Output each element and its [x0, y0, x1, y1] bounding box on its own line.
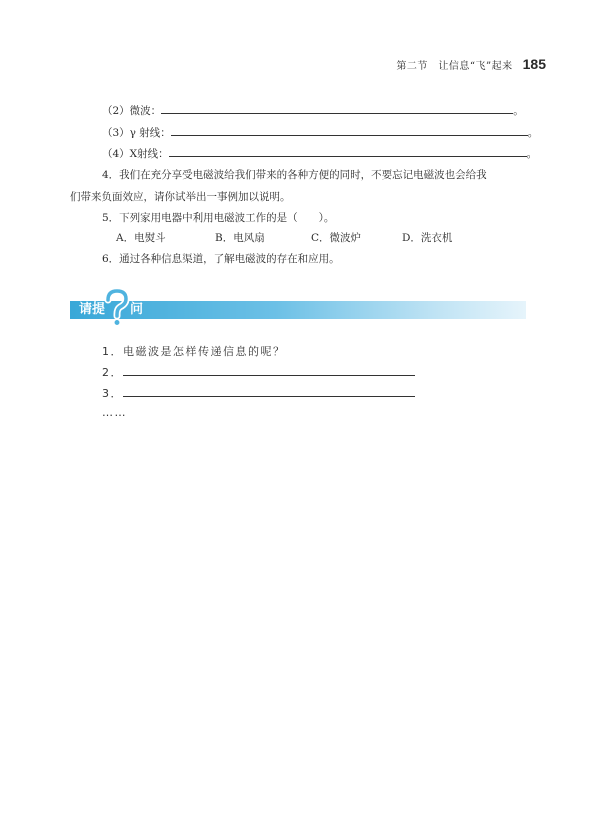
- option-a[interactable]: A．电熨斗: [116, 232, 166, 244]
- banner-title-left: 请提: [79, 302, 106, 317]
- option-c[interactable]: C．微波炉: [311, 232, 362, 244]
- exercise-item-2: [102, 104, 524, 118]
- item-label: 2．: [102, 366, 123, 379]
- period: 。: [513, 105, 524, 117]
- answer-blank[interactable]: [123, 387, 415, 397]
- answer-blank[interactable]: [169, 147, 527, 157]
- ask-question-banner: [70, 295, 526, 325]
- exercise-item-4: [102, 147, 537, 161]
- page-number: 185: [522, 56, 546, 72]
- ask-question-3: [102, 387, 415, 401]
- running-header: [396, 56, 546, 72]
- section-title: 第二节 让信息“飞”起来: [396, 61, 513, 72]
- item-label: （2）微波：: [102, 105, 162, 117]
- option-b[interactable]: B．电风扇: [215, 232, 265, 244]
- answer-blank[interactable]: [171, 126, 528, 136]
- option-d[interactable]: D．洗衣机: [402, 232, 453, 244]
- exercise-item-3: [102, 126, 538, 140]
- item-label: （3）γ 射线：: [102, 127, 171, 139]
- item-label: （4）X射线：: [102, 148, 169, 160]
- item-label: 3．: [102, 387, 123, 400]
- question-6: 6．通过各种信息渠道，了解电磁波的存在和应用。: [102, 253, 340, 265]
- period: 。: [526, 148, 538, 160]
- ask-question-2: [102, 366, 415, 380]
- question-5: 5．下列家用电器中利用电磁波工作的是（ ）。: [102, 212, 335, 224]
- answer-blank[interactable]: [123, 366, 415, 376]
- question-4-line-2: 们带来负面效应，请你试举出一事例加以说明。: [70, 191, 291, 203]
- ask-question-1: 1．电磁波是怎样传递信息的呢？: [102, 345, 286, 358]
- banner-title-right: 问: [130, 302, 144, 317]
- answer-blank[interactable]: [161, 104, 513, 114]
- ellipsis: ……: [102, 406, 127, 419]
- question-mark-icon: [103, 289, 131, 331]
- period: 。: [527, 127, 539, 139]
- question-4-line-1: 4．我们在充分享受电磁波给我们带来的各种方便的同时，不要忘记电磁波也会给我: [102, 169, 487, 181]
